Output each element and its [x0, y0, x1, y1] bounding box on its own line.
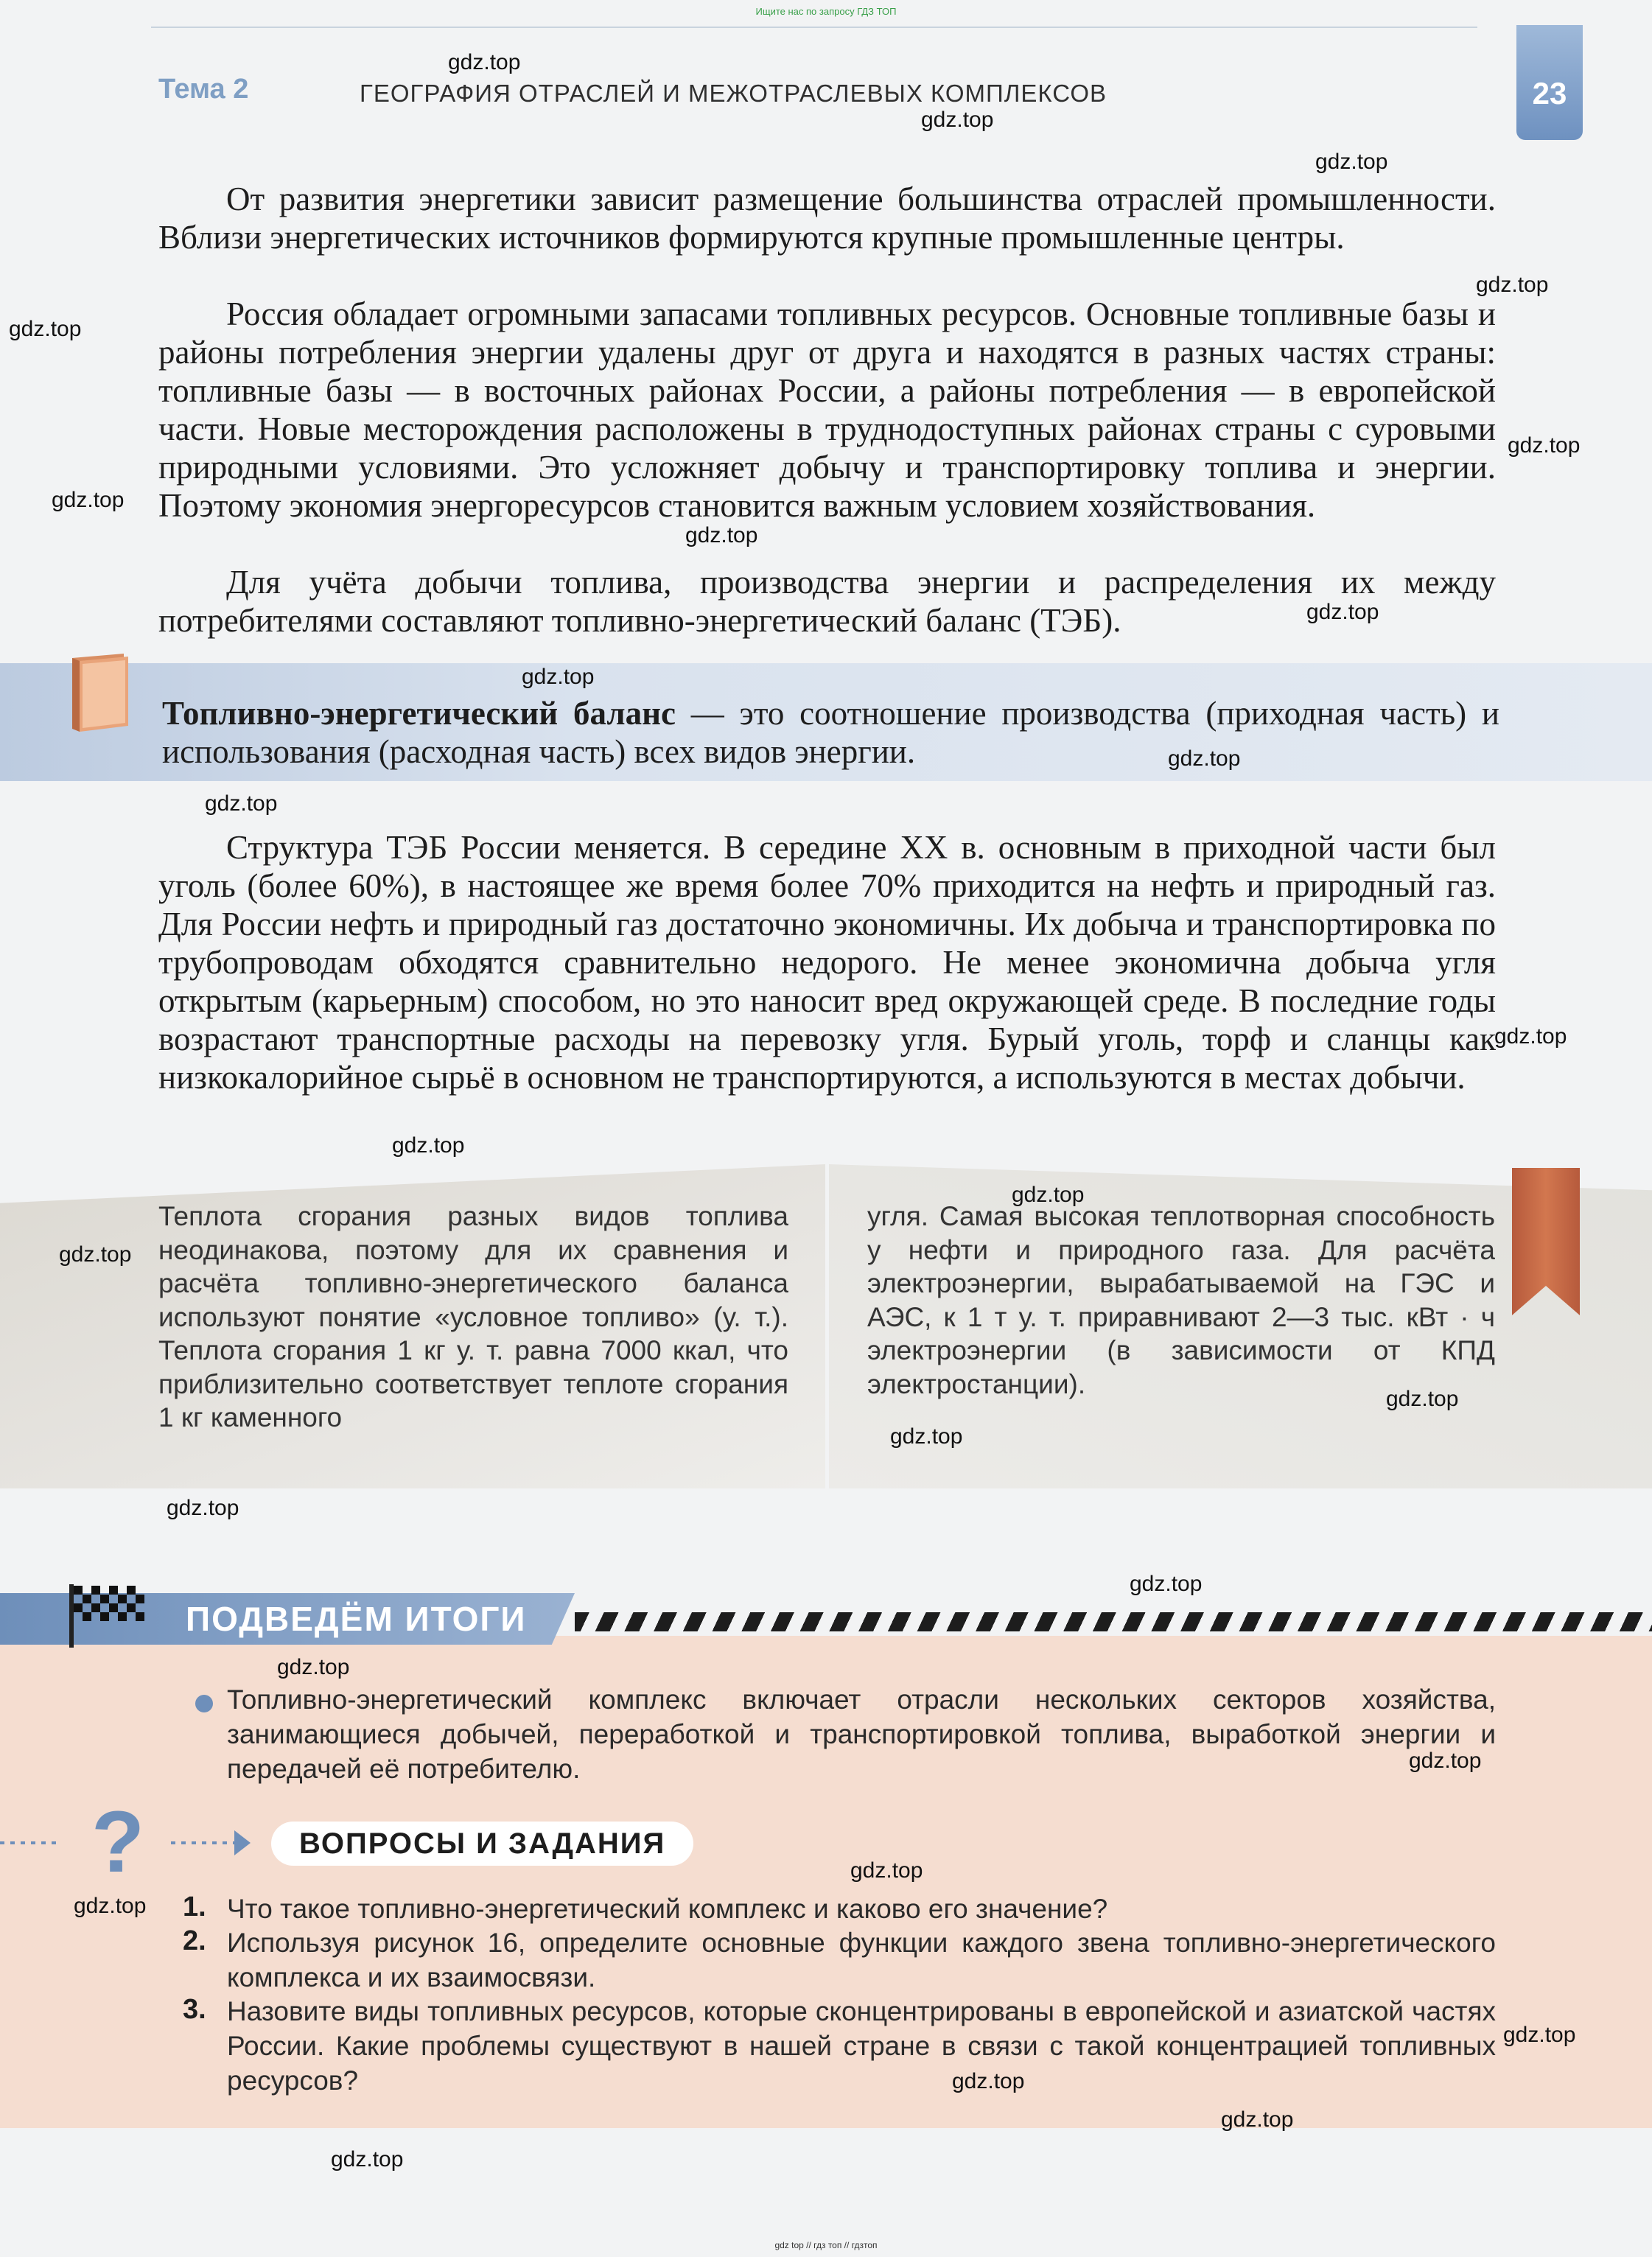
paragraph-3: Для учёта добычи топлива, производства энергии и распределения их между потребителями составляют топливно-энергетический баланс (ТЭБ). — [158, 564, 1496, 639]
info-text-right: угля. Самая высокая теплотворная способность у нефти и природного газа. Для расчёта электроэнергии, вырабатываемой на ГЭС и АЭС, к 1 т у. т. приравнивают 2—3 тыс. кВт · ч электроэнергии (в зависимости от КПД электростанции). — [867, 1201, 1495, 1399]
watermark: gdz.top — [1306, 600, 1379, 624]
top-banner: Ищите нас по запросу ГДЗ ТОП — [755, 6, 897, 17]
watermark: gdz.top — [1012, 1183, 1085, 1207]
paragraph-1: От развития энергетики зависит размещение большинства отраслей промышленности. Вблизи энергетических источников формируются крупные промышленные центры. — [158, 181, 1496, 256]
watermark: gdz.top — [331, 2147, 404, 2172]
watermark: gdz.top — [1168, 746, 1241, 771]
questions-title: ВОПРОСЫ И ЗАДАНИЯ — [271, 1822, 693, 1866]
summary-dashed-line — [575, 1612, 1652, 1631]
summary-text: Топливно-энергетический комплекс включает отрасли нескольких секторов хозяйства, занимающиеся добычей, переработкой и транспортировкой топлива, выработкой энергии и передачей её потребителю. — [227, 1684, 1496, 1784]
watermark: gdz.top — [1386, 1387, 1459, 1411]
watermark: gdz.top — [448, 50, 521, 74]
definition-body: — это соотношение производства (приходная часть) и использования (расходная часть) всех видов энергии. — [162, 695, 1499, 770]
definition-term: Топливно-энергетический баланс — [162, 695, 676, 732]
bottom-banner: gdz top // гдз топ // гдзтоп — [774, 2240, 878, 2250]
watermark: gdz.top — [952, 2069, 1025, 2093]
watermark: gdz.top — [850, 1858, 923, 1883]
checkered-flag-icon — [68, 1583, 144, 1648]
book-icon — [65, 652, 131, 733]
chapter-title: ГЕОГРАФИЯ ОТРАСЛЕЙ И МЕЖОТРАСЛЕВЫХ КОМПЛЕКСОВ — [360, 80, 1107, 107]
watermark: gdz.top — [277, 1655, 350, 1679]
bookmark-icon — [1512, 1168, 1580, 1315]
questions-dots-right — [171, 1841, 234, 1844]
arrow-right-icon — [234, 1830, 251, 1855]
watermark: gdz.top — [205, 791, 278, 816]
questions-dots-left — [0, 1841, 59, 1844]
watermark: gdz.top — [1508, 433, 1581, 458]
question-text: Что такое топливно-энергетический комплекс и каково его значение? — [227, 1894, 1108, 1924]
watermark: gdz.top — [1130, 1572, 1203, 1596]
watermark: gdz.top — [74, 1894, 147, 1918]
page-number-tab — [1516, 25, 1583, 140]
paragraph-4: Структура ТЭБ России меняется. В середине XX в. основным в приходной части был уголь (более 60%), в настоящее же время более 70% приходится на нефть и природный газ. Для России нефть и природный газ достаточно экономичны. Их добыча и транспортировка по трубопроводам обходятся сравнительно недорого. Не менее экономична добыча угля открытым (карьерным) способом, но это наносит вред окружающей среде. В последние годы возрастают транспортные расходы на перевозку угля. Бурый уголь, торф и сланцы как низкокалорийное сырьё в основном не транспортируются, а используются в местах добычи. — [158, 829, 1496, 1096]
watermark: gdz.top — [59, 1242, 132, 1267]
definition-text — [162, 694, 1499, 771]
header-rule — [151, 27, 1477, 28]
watermark: gdz.top — [890, 1424, 963, 1449]
question-number: 3. — [183, 1994, 206, 2025]
watermark: gdz.top — [1315, 150, 1388, 174]
watermark: gdz.top — [921, 108, 994, 132]
watermark: gdz.top — [167, 1496, 239, 1520]
page-number: 23 — [1532, 76, 1567, 111]
watermark: gdz.top — [1409, 1749, 1482, 1773]
watermark: gdz.top — [522, 665, 595, 689]
watermark: gdz.top — [392, 1133, 465, 1158]
summary-bullet — [195, 1695, 213, 1712]
question-text: Назовите виды топливных ресурсов, которые сконцентрированы в европейской и азиатской частях России. Какие проблемы существуют в нашей стране в связи с такой концентрацией топливных ресурсов? — [227, 1996, 1496, 2096]
watermark: gdz.top — [52, 488, 125, 512]
svg-text:?: ? — [91, 1801, 145, 1883]
question-number: 2. — [183, 1925, 206, 1956]
watermark: gdz.top — [685, 523, 758, 547]
watermark: gdz.top — [1503, 2023, 1576, 2047]
watermark: gdz.top — [1494, 1024, 1567, 1049]
watermark: gdz.top — [1221, 2107, 1294, 2132]
watermark: gdz.top — [1476, 273, 1549, 297]
question-mark-icon — [81, 1801, 155, 1883]
question-text: Используя рисунок 16, определите основные функции каждого звена топливно-энергетического комплекса и их взаимосвязи. — [227, 1928, 1496, 1992]
topic-label: Тема 2 — [158, 74, 249, 105]
summary-title: ПОДВЕДЁМ ИТОГИ — [186, 1600, 527, 1638]
question-number: 1. — [183, 1892, 206, 1922]
watermark: gdz.top — [9, 317, 82, 341]
paragraph-2: Россия обладает огромными запасами топливных ресурсов. Основные топливные базы и районы потребления энергии удалены друг от друга и находятся в разных частях страны: топливные базы — в восточных районах России, а районы потребления — в европейской части. Новые месторождения расположены в труднодоступных районах страны с суровыми природными условиями. Это усложняет добычу и транспортировку топлива и энергии. Поэтому экономия энергоресурсов становится важным условием хозяйствования. — [158, 295, 1496, 524]
info-text-left: Теплота сгорания разных видов топлива неодинакова, поэтому для их сравнения и расчёта топливно-энергетического баланса используют понятие «условное топливо» (у. т.). Теплота сгорания 1 кг у. т. равна 7000 ккал, что приблизительно соответствует теплоте сгорания 1 кг каменного — [158, 1201, 788, 1432]
